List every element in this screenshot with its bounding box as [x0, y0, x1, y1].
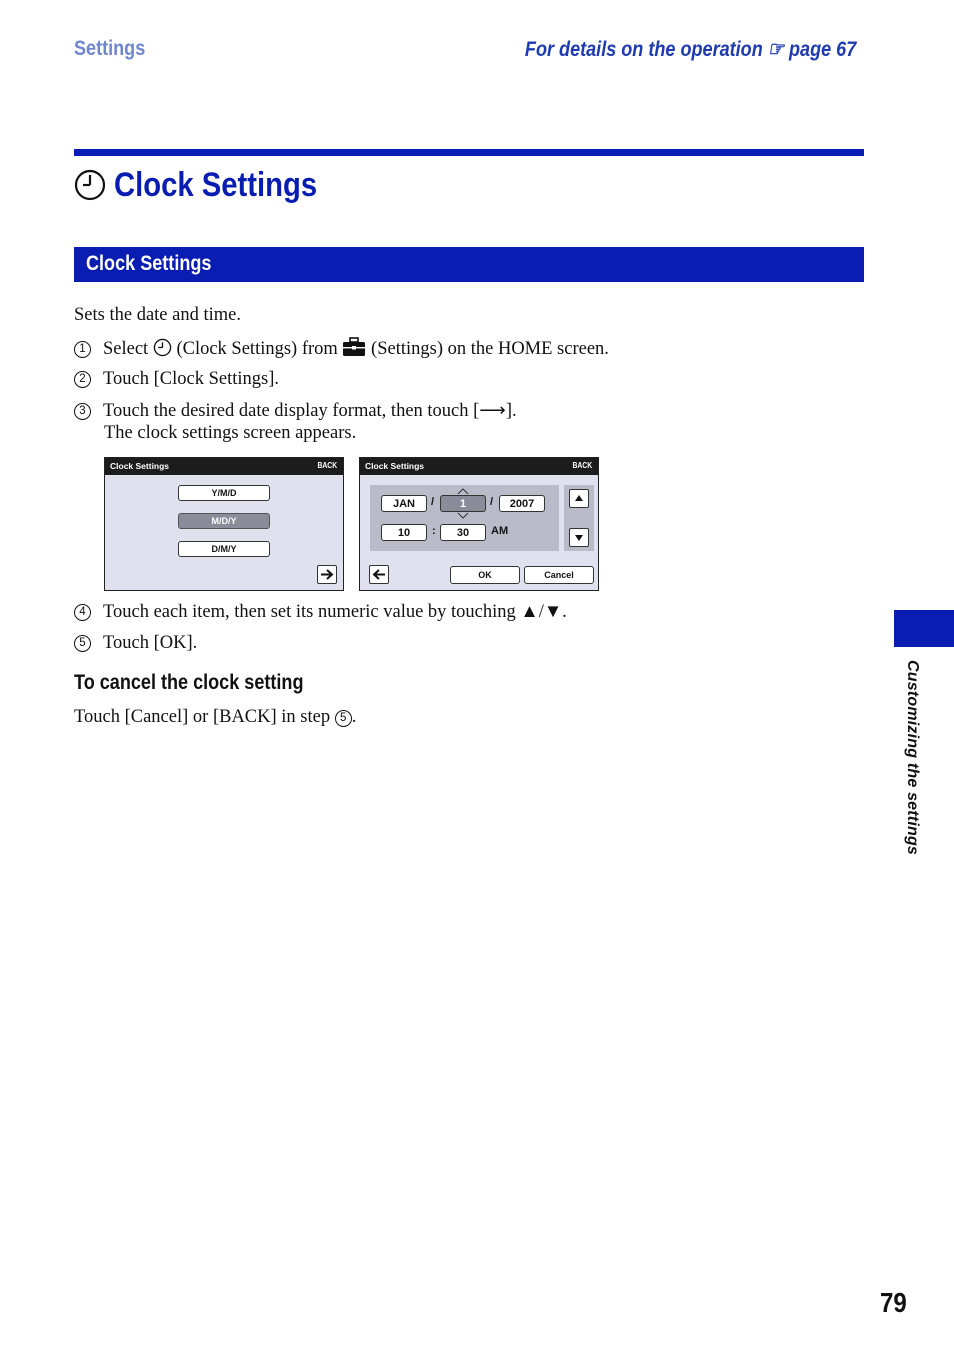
back-button[interactable]: BACK — [572, 461, 592, 470]
time-separator: : — [432, 525, 436, 537]
hour-field[interactable]: 10 — [381, 524, 427, 541]
step-text: (Settings) on the HOME screen. — [371, 339, 609, 359]
step-number: 3 — [74, 403, 91, 420]
ok-button[interactable]: OK — [450, 566, 520, 584]
date-separator: / — [431, 496, 435, 508]
clock-icon — [74, 169, 106, 201]
running-header-reference — [525, 37, 856, 62]
previous-arrow-button[interactable] — [369, 565, 389, 584]
step-ref-number: 5 — [335, 710, 352, 727]
clock-format-screen — [104, 457, 344, 591]
step-number: 4 — [74, 604, 91, 621]
day-field[interactable]: 1 — [440, 495, 486, 512]
section-heading-bar — [74, 247, 864, 282]
step-text: (Clock Settings) from — [176, 339, 338, 359]
triangle-up-icon — [570, 490, 588, 507]
step-text: ]. — [505, 401, 517, 421]
step-text: Touch [OK]. — [103, 633, 198, 653]
next-arrow-button[interactable] — [317, 565, 337, 584]
increase-button[interactable] — [569, 489, 589, 508]
format-option-ymd[interactable]: Y/M/D — [178, 485, 270, 501]
format-option-dmy[interactable]: D/M/Y — [178, 541, 270, 557]
page-number: 79 — [880, 1287, 907, 1318]
triangle-down-icon — [570, 529, 588, 546]
year-field[interactable]: 2007 — [499, 495, 545, 512]
chapter-label: Customizing the settings — [904, 660, 921, 856]
step-text: Touch [Clock Settings]. — [103, 369, 279, 389]
arrow-right-icon: ⟶ — [479, 401, 506, 421]
arrow-left-icon — [370, 566, 388, 583]
chapter-tab — [894, 610, 954, 647]
step-1 — [74, 337, 609, 360]
clock-setting-screen — [359, 457, 599, 591]
ampm-indicator: AM — [491, 525, 509, 537]
screen-title: Clock Settings — [110, 461, 170, 471]
step-text: Select — [103, 339, 149, 359]
back-button[interactable]: BACK — [317, 461, 337, 470]
screen-title-bar — [105, 458, 343, 475]
pointing-hand-icon: ☞ — [767, 38, 784, 61]
step-2 — [74, 368, 279, 390]
cancel-text — [74, 706, 356, 728]
step-5 — [74, 632, 197, 654]
month-field[interactable]: JAN — [381, 495, 427, 512]
title-rule — [74, 149, 864, 156]
decrease-button[interactable] — [569, 528, 589, 547]
cancel-heading: To cancel the clock setting — [74, 671, 304, 694]
step-3-note: The clock settings screen appears. — [104, 423, 357, 443]
step-number: 2 — [74, 371, 91, 388]
cancel-text-main: Touch [Cancel] or [BACK] in step — [74, 707, 331, 727]
screen-title-bar — [360, 458, 598, 475]
step-4 — [74, 601, 567, 623]
reference-page: page 67 — [788, 38, 856, 61]
page-title-row — [74, 163, 350, 207]
step-number: 5 — [74, 635, 91, 652]
toolbox-settings-icon — [342, 337, 366, 357]
caret-down-icon — [457, 512, 469, 519]
page-title: Clock Settings — [114, 165, 318, 204]
minute-field[interactable]: 30 — [440, 524, 486, 541]
clock-icon — [153, 338, 172, 357]
intro-text: Sets the date and time. — [74, 305, 241, 325]
caret-up-icon — [457, 488, 469, 495]
screen-title: Clock Settings — [365, 461, 425, 471]
reference-text: For details on the operation — [524, 38, 763, 61]
date-separator: / — [490, 496, 494, 508]
cancel-text-end: . — [351, 707, 357, 727]
step-text: Touch the desired date display format, then touch [ — [103, 401, 480, 421]
step-3 — [74, 400, 517, 422]
step-number: 1 — [74, 341, 91, 358]
arrow-right-icon — [318, 566, 336, 583]
running-header-section: Settings — [74, 37, 146, 60]
section-heading: Clock Settings — [86, 252, 212, 275]
format-option-mdy[interactable]: M/D/Y — [178, 513, 270, 529]
step-text: Touch each item, then set its numeric value by touching ▲/▼. — [103, 602, 567, 622]
cancel-button[interactable]: Cancel — [524, 566, 594, 584]
